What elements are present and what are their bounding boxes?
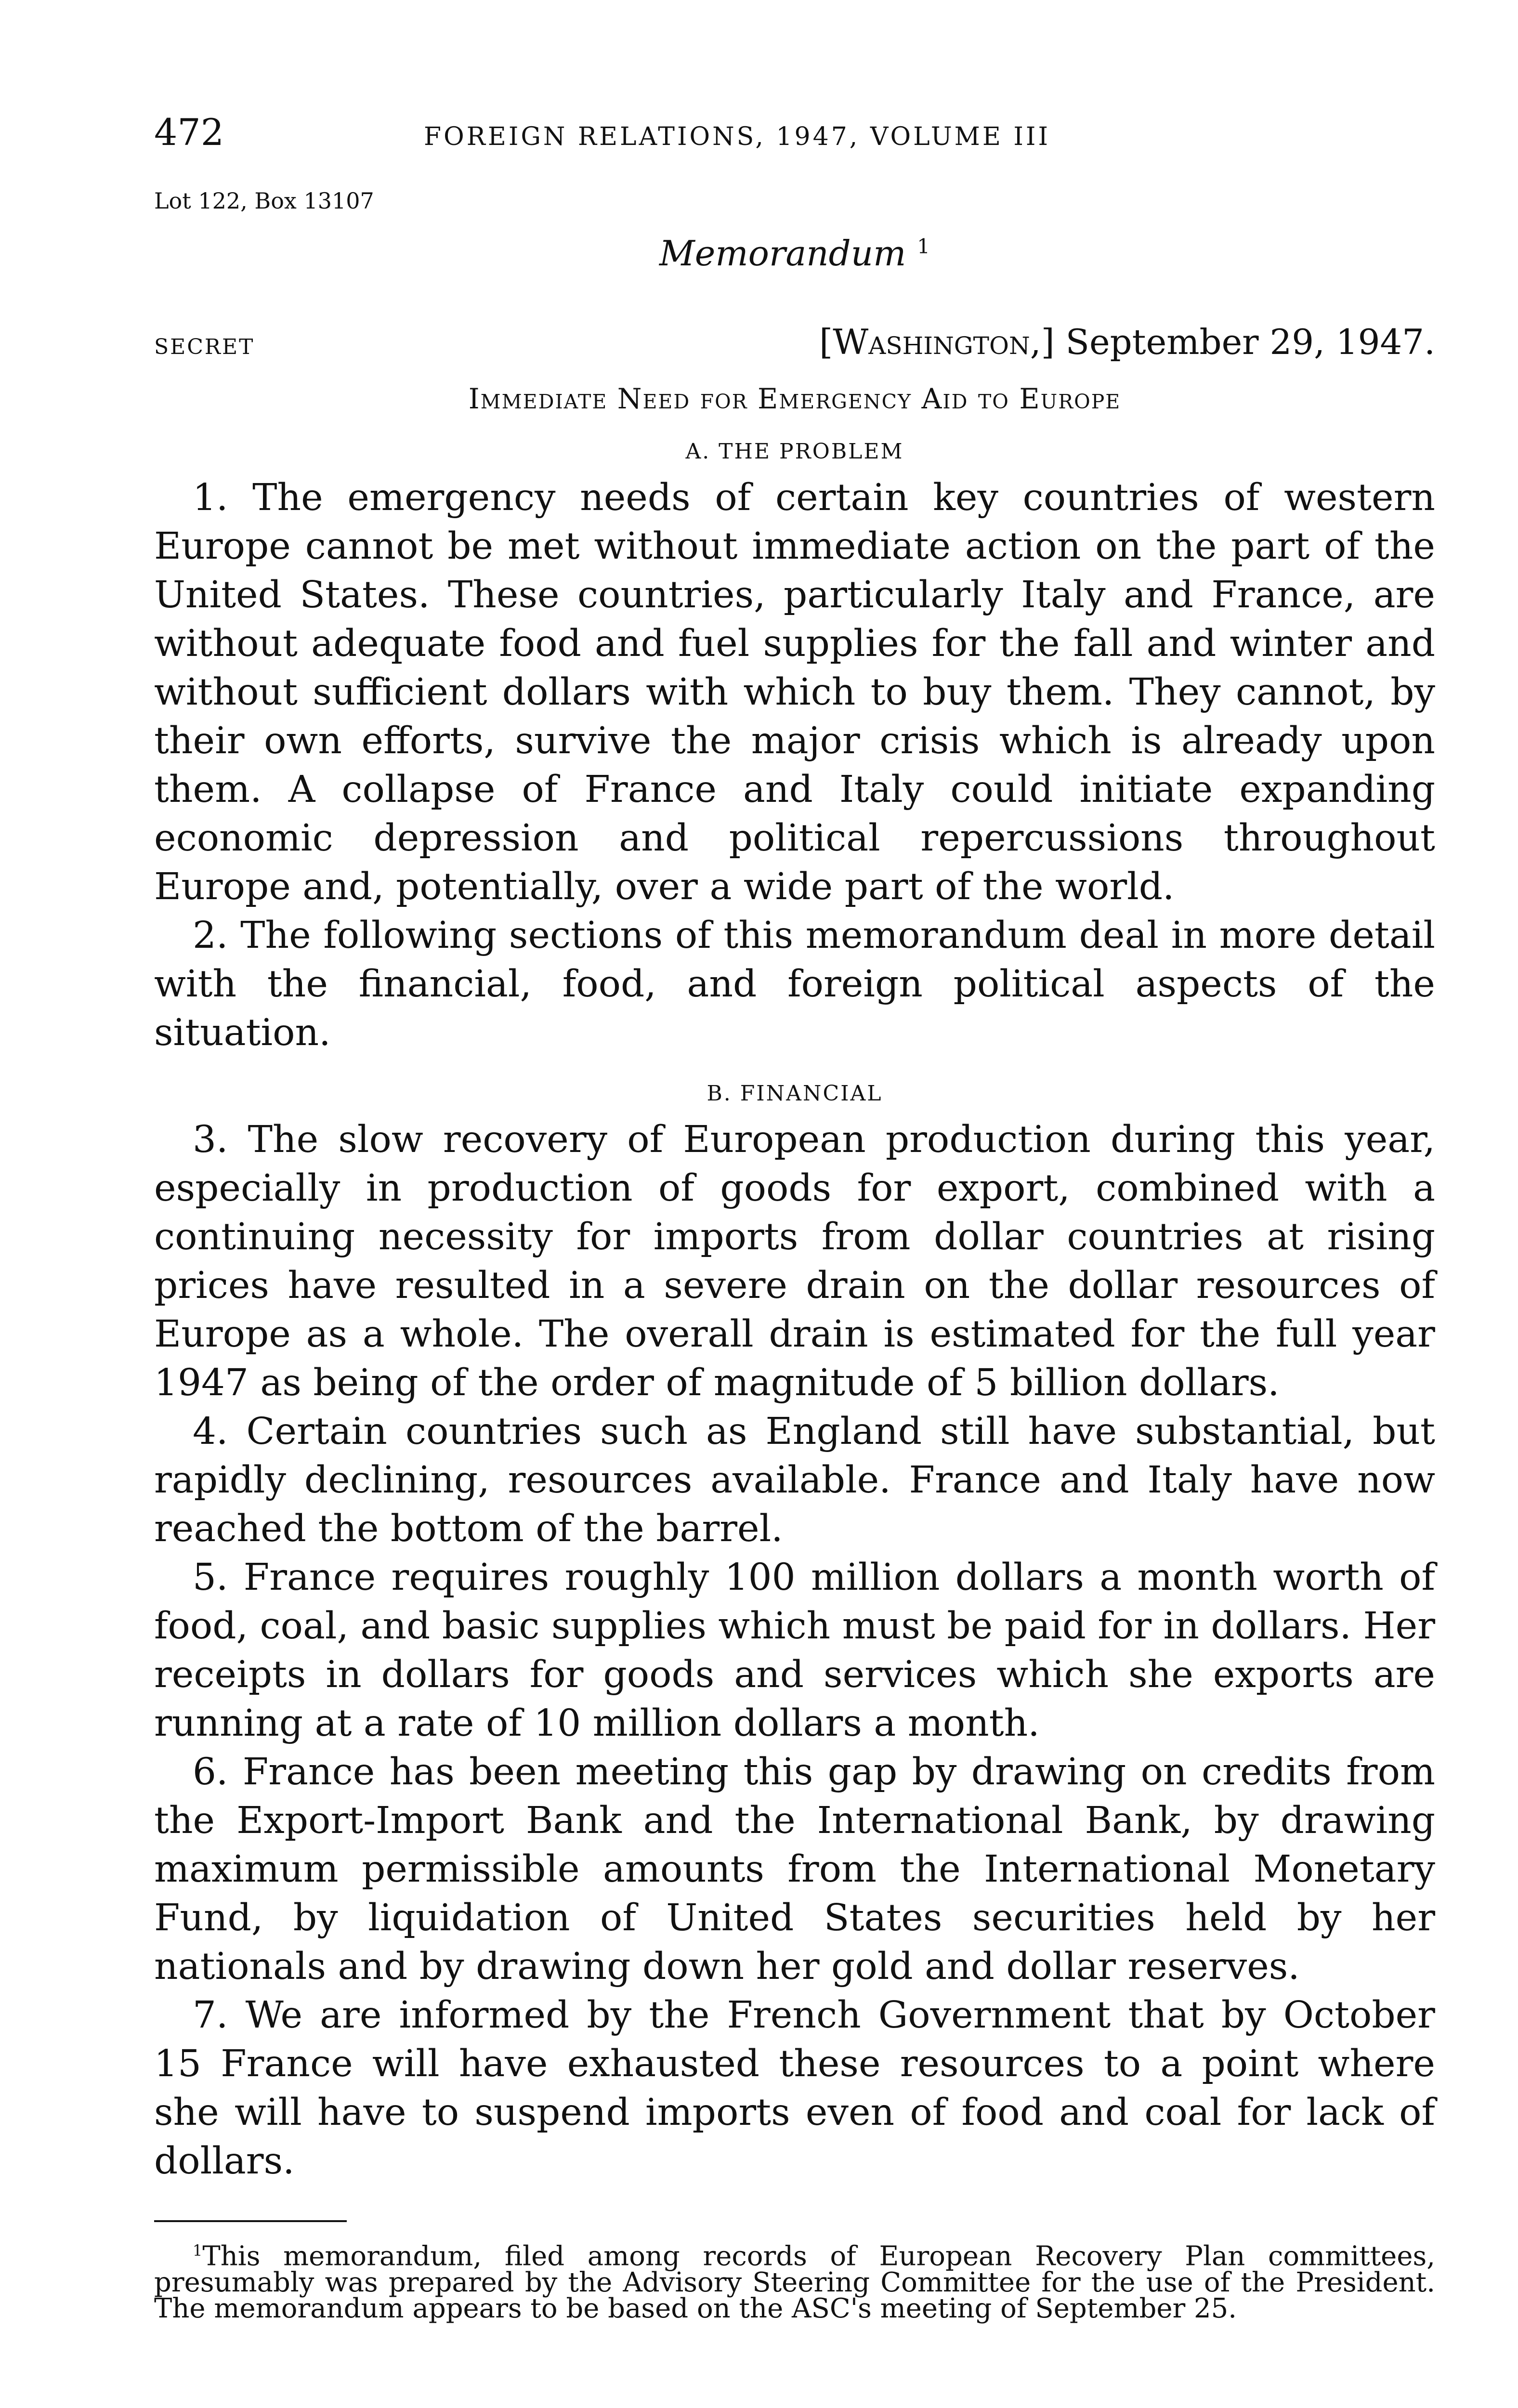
paragraph-2: 2. The following sections of this memorandum deal in more detail with the financial, food, and foreign political aspects of the situation. [154,914,1435,1054]
paragraph-4: 4. Certain countries such as England still have substantial, but rapidly declining, resources available. France and Italy have now reached the bottom of the barrel. [154,1410,1435,1550]
place-and-date [819,322,1435,362]
place: [Washington,] [819,322,1055,362]
section-heading: B. FINANCIAL [707,1081,883,1106]
section-heading: A. THE PROBLEM [685,439,904,464]
section-problem [154,439,1435,1057]
running-head: FOREIGN RELATIONS, 1947, VOLUME III [424,122,1050,151]
page-header [154,111,1435,164]
footnote-marker: 1 [193,2241,203,2260]
paragraph-3: 3. The slow recovery of European production during this year, especially in production of goods for export, combined with a continuing necessity for imports from dollar countries at rising prices have resulted in a severe drain on the dollar resources of Europe as a whole. The overall drain is estimated for the full year 1947 as being of the order of magnitude of 5 billion dollars. [154,1118,1435,1404]
section-financial [154,1081,1435,2186]
dateline [154,322,1435,362]
paragraph-5: 5. France requires roughly 100 million dollars a month worth of food, coal, and basic supplies which must be paid for in dollars. Her receipts in dollars for goods and services which she exports are running at a rate of 10 million dollars a month. [154,1556,1435,1745]
footnote-text: This memorandum, filed among records of European Recovery Plan committees, presumably was prepared by the Advisory Steering Committee for the use of the President. The memorandum appears to be based on the ASC's meeting of September 25. [154,2240,1435,2324]
paragraph-6: 6. France has been meeting this gap by drawing on credits from the Export-Import Bank and the International Bank, by drawing maximum permissible amounts from the International Monetary Fund, by liquidation of United States securities held by her nationals and by drawing down her gold and dollar reserves. [154,1751,1435,1988]
title-footnote-marker: 1 [917,235,930,258]
footnote [154,2238,1435,2322]
document-page [154,111,1435,2322]
page-number: 472 [154,111,224,154]
main-heading: Immediate Need for Emergency Aid to Europe [468,382,1121,415]
document-title [154,233,1435,274]
classification-label: SECRET [154,335,255,359]
source-reference: Lot 122, Box 13107 [154,188,374,214]
document-title-text: Memorandum [659,233,906,274]
paragraph-1: 1. The emergency needs of certain key countries of western Europe cannot be met without immediate action on the part of the United States. These countries, particularly Italy and France, are without adequate food and fuel supplies for the fall and winter and without sufficient dollars with which to buy them. They cannot, by their own efforts, survive the major crisis which is already upon them. A collapse of France and Italy could initiate expanding economic depression and political repercussions throughout Europe and, potentially, over a wide part of the world. [154,476,1435,908]
date: September 29, 1947. [1065,322,1435,362]
footnote-divider [154,2220,347,2222]
paragraph-7: 7. We are informed by the French Government that by October 15 France will have exhausted these resources to a point where she will have to suspend imports even of food and coal for lack of dollars. [154,1994,1435,2183]
